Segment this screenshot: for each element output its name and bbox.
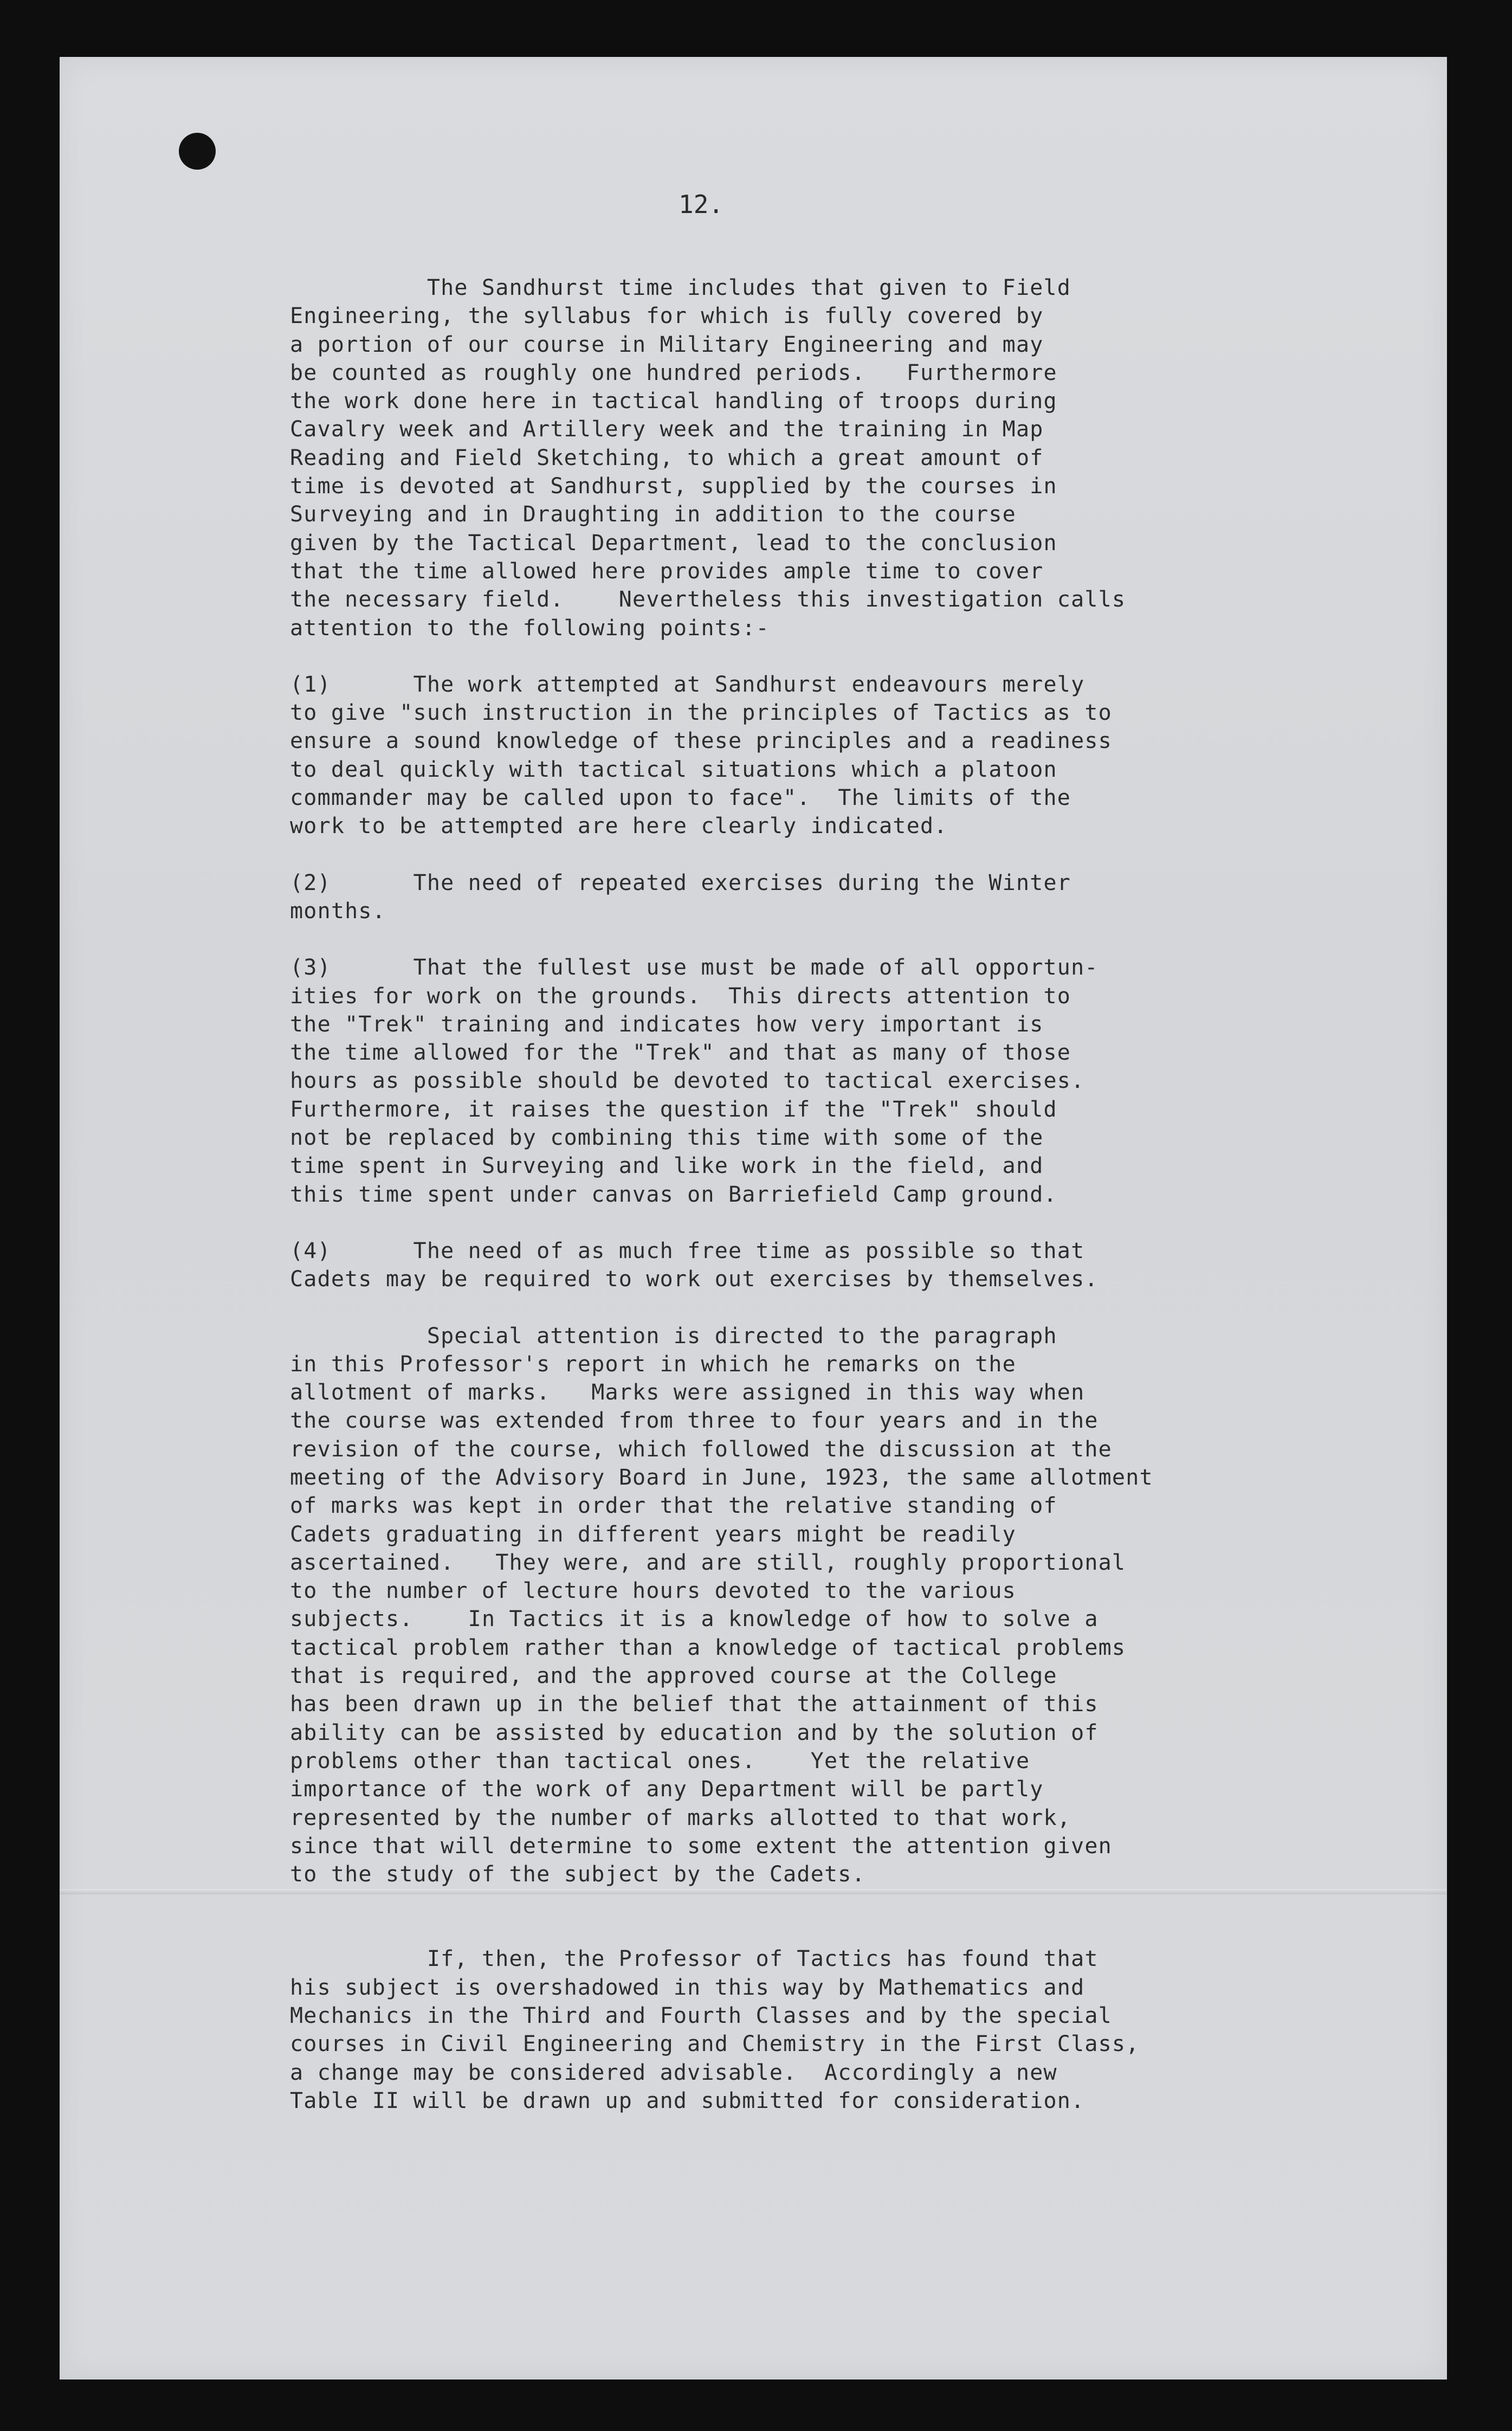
paragraph-point-3: (3) That the fullest use must be made of all opportun- ities for work on the grounds. This directs attention to the "Trek" training and indicates how very important is the time allowed for the "Trek" and that as many of those hours as possible should be devoted to tactical exercises. Furthermore, it raises the question if the "Trek" should not be replaced by combining this time with some of the time spent in Surveying and like work in the field, and this time spent under canvas on Barriefield Camp ground. (290, 955, 1099, 1207)
paragraph-spacer (290, 1209, 1363, 1237)
paragraph-point-4: (4) The need of as much free time as possible so that Cadets may be required to work out exercises by themselves. (290, 1238, 1099, 1292)
paragraph-intro: The Sandhurst time includes that given to Field Engineering, the syllabus for which is fully covered by a portion of our course in Military Engineering and may be counted as roughly one hundred periods. Furthermore the work done here in tactical handling of troops during Cavalry week and Artillery week and the training in Map Reading and Field Sketching, to which a great amount of time is devoted at Sandhurst, supplied by the courses in Surveying and in Draughting in addition to the course given by the Tactical Department, lead to the conclusion that the time allowed here provides ample time to cover the necessary field. Nevertheless this investigation calls attention to the following points:- (290, 275, 1126, 641)
paragraph-conclusion: If, then, the Professor of Tactics has found that his subject is overshadowed in this way by Mathematics and Mechanics in the Third and Fourth Classes and by the special courses in Civil Engineering and Chemistry in the First Class, a change may be considered advisable. Accordingly a new Table II will be drawn up and submitted for consideration. (290, 1946, 1140, 2113)
page-number: 12. (679, 190, 724, 219)
paragraph-point-2: (2) The need of repeated exercises during the Winter months. (290, 870, 1071, 924)
paragraph-spacer (290, 1888, 1363, 1945)
paragraph-spacer (290, 1294, 1363, 1322)
document-body (290, 274, 1363, 2115)
paragraph-special-attention: Special attention is directed to the paragraph in this Professor's report in which he remarks on the allotment of marks. Marks were assigned in this way when the course was extended from three to four years and in the revision of the course, which followed the discussion at the meeting of the Advisory Board in June, 1923, the same allotment of marks was kept in order that the relative standing of Cadets graduating in different years might be readily ascertained. They were, and are still, roughly proportional to the number of lecture hours devoted to the various subjects. In Tactics it is a knowledge of how to solve a tactical problem rather than a knowledge of tactical problems that is required, and the approved course at the College has been drawn up in the belief that the attainment of this ability can be assisted by education and by the solution of problems other than tactical ones. Yet the relative importance of the work of any Department will be partly represented by the number of marks allotted to that work, since that will determine to some extent the attention given to the study of the subject by the Cadets. (290, 1323, 1153, 1887)
punch-hole-icon (179, 133, 216, 170)
paragraph-spacer (290, 642, 1363, 670)
paragraph-spacer (290, 841, 1363, 869)
paragraph-point-1: (1) The work attempted at Sandhurst endeavours merely to give "such instruction in the principles of Tactics as to ensure a sound knowledge of these principles and a readiness to deal quickly with tactical situations which a platoon commander may be called upon to face". The limits of the work to be attempted are here clearly indicated. (290, 672, 1112, 839)
paragraph-spacer (290, 925, 1363, 953)
